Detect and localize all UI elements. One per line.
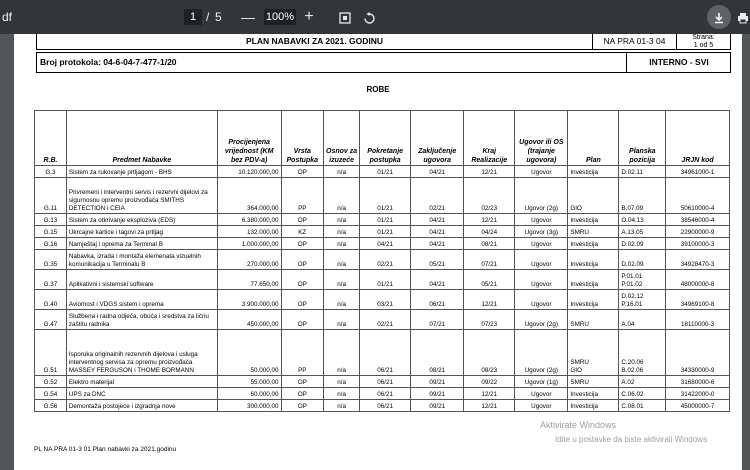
cell-kraj: 12/21 bbox=[464, 290, 515, 310]
cell-vrsta: OP bbox=[281, 250, 324, 270]
cell-osnov: n/a bbox=[324, 290, 360, 310]
cell-zakljucenje: 05/21 bbox=[411, 250, 464, 270]
cell-pokretanje: 03/21 bbox=[360, 290, 411, 310]
cell-pozicija: D.02.12 P.16.01 bbox=[619, 290, 666, 310]
cell-ugovor: Ugovor bbox=[515, 388, 568, 400]
zoom-in-button[interactable]: + bbox=[304, 8, 314, 25]
fit-to-page-icon[interactable] bbox=[336, 0, 354, 34]
cell-predmet: Službena i radna odjeća, obuća i sredstva za ličnu zaštitu radnika bbox=[66, 310, 217, 330]
cell-osnov: n/a bbox=[324, 250, 360, 270]
cell-ugovor: Ugovor bbox=[515, 400, 568, 412]
print-icon[interactable] bbox=[736, 0, 750, 34]
cell-vrijednost: 50.000,00 bbox=[217, 330, 281, 376]
cell-ugovor: Ugovor (3g) bbox=[515, 226, 568, 238]
table-row bbox=[35, 400, 730, 412]
cell-vrsta: OP bbox=[281, 310, 324, 330]
cell-plan: SMRU bbox=[568, 310, 619, 330]
cell-pokretanje: 02/21 bbox=[360, 250, 411, 270]
windows-activation-hint: Idite u postavke da biste aktivirali Windows bbox=[555, 435, 708, 444]
cell-osnov: n/a bbox=[324, 330, 360, 376]
cell-vrijednost: 3.900.000,00 bbox=[217, 290, 281, 310]
col-header: Planska pozicija bbox=[619, 111, 666, 166]
cell-vrijednost: 270.000,00 bbox=[217, 250, 281, 270]
cell-ugovor: Ugovor bbox=[515, 290, 568, 310]
cell-zakljucenje: 04/21 bbox=[411, 166, 464, 178]
cell-osnov: n/a bbox=[324, 214, 360, 226]
cell-vrijednost: 6.380.000,00 bbox=[217, 214, 281, 226]
cell-rb: G.16 bbox=[35, 238, 67, 250]
cell-ugovor: Ugovor (1g) bbox=[515, 376, 568, 388]
cell-osnov: n/a bbox=[324, 376, 360, 388]
table-row bbox=[35, 290, 730, 310]
col-header: Zaključenje ugovora bbox=[411, 111, 464, 166]
cell-rb: G.13 bbox=[35, 214, 67, 226]
cell-jrjn: 18110000-3 bbox=[666, 310, 730, 330]
cell-kraj: 08/21 bbox=[464, 238, 515, 250]
cell-zakljucenje: 07/21 bbox=[411, 310, 464, 330]
cell-plan: GIO bbox=[568, 178, 619, 214]
page-footer: PL NA PRA 01-3 01 Plan nabavki za 2021.godinu bbox=[34, 446, 177, 453]
cell-vrijednost: 60.000,00 bbox=[217, 388, 281, 400]
cell-zakljucenje: 02/21 bbox=[411, 178, 464, 214]
cell-kraj: 02/23 bbox=[464, 178, 515, 214]
cell-predmet: Ukrcajne kartice i tagovi za prtljag bbox=[66, 226, 217, 238]
cell-predmet: Isporuka originalnih rezervnih dijelova i usluga interventnog servisa za opremu proizvođača MASSEY FERGUSON i THOME BORMANN bbox=[66, 330, 217, 376]
page-number-input[interactable]: 1 bbox=[184, 9, 202, 25]
cell-zakljucenje: 04/21 bbox=[411, 270, 464, 290]
col-header: JRJN kod bbox=[666, 111, 730, 166]
cell-vrsta: KZ bbox=[281, 226, 324, 238]
cell-vrsta: OP bbox=[281, 214, 324, 226]
cell-ugovor: Ugovor bbox=[515, 250, 568, 270]
cell-predmet: Privremeni i interventni servis i rezervni dijelovi za sigurnosnu opremu proizvođača SMITHS DETECTION i CEIA bbox=[66, 178, 217, 214]
windows-activation-watermark: Aktivirate Windows bbox=[540, 420, 617, 430]
cell-pozicija: P.01.01 P.01.02 bbox=[619, 270, 666, 290]
cell-predmet: Sistem za otkrivanje eksploziva (EDS) bbox=[66, 214, 217, 226]
page-total: 5 bbox=[215, 10, 222, 24]
cell-pokretanje: 01/21 bbox=[360, 178, 411, 214]
cell-predmet: Elektro materijal bbox=[66, 376, 217, 388]
cell-predmet: Aplikativni i sistemski software bbox=[66, 270, 217, 290]
cell-jrjn: 31422000-0 bbox=[666, 388, 730, 400]
cell-zakljucenje: 08/21 bbox=[411, 330, 464, 376]
cell-pokretanje: 06/21 bbox=[360, 388, 411, 400]
cell-pokretanje: 02/21 bbox=[360, 310, 411, 330]
cell-vrijednost: 450.000,00 bbox=[217, 310, 281, 330]
cell-plan: Investicija bbox=[568, 166, 619, 178]
cell-predmet: Namještaj i oprema za Terminal B bbox=[66, 238, 217, 250]
table-row bbox=[35, 330, 730, 376]
cell-vrsta: OP bbox=[281, 290, 324, 310]
protocol-number: Broj protokola: 04-6-04-7-477-1/20 bbox=[40, 57, 177, 67]
cell-kraj: 12/21 bbox=[464, 166, 515, 178]
cell-ugovor: Ugovor bbox=[515, 214, 568, 226]
table-row bbox=[35, 238, 730, 250]
cell-pozicija: A.13.05 bbox=[619, 226, 666, 238]
zoom-out-button[interactable]: — bbox=[241, 9, 255, 25]
cell-plan: SMRU bbox=[568, 376, 619, 388]
table-row bbox=[35, 376, 730, 388]
cell-rb: G.47 bbox=[35, 310, 67, 330]
cell-pokretanje: 01/21 bbox=[360, 166, 411, 178]
cell-jrjn: 38546000-4 bbox=[666, 214, 730, 226]
zoom-level-input[interactable]: 100% bbox=[265, 11, 295, 23]
cell-kraj: 08/23 bbox=[464, 330, 515, 376]
cell-predmet: Demontaža postojeće i izgradnja nove bbox=[66, 400, 217, 412]
cell-plan: SMRU GIO bbox=[568, 330, 619, 376]
cell-vrsta: OP bbox=[281, 166, 324, 178]
cell-plan: Investicija bbox=[568, 270, 619, 290]
cell-plan: Investicija bbox=[568, 290, 619, 310]
cell-pozicija: A.02 bbox=[619, 376, 666, 388]
col-header: Ugovor ili OS (trajanje ugovora) bbox=[515, 111, 568, 166]
cell-osnov: n/a bbox=[324, 400, 360, 412]
cell-kraj: 04/24 bbox=[464, 226, 515, 238]
cell-vrijednost: 10.120.000,00 bbox=[217, 166, 281, 178]
cell-kraj: 12/21 bbox=[464, 400, 515, 412]
cell-rb: G.56 bbox=[35, 400, 67, 412]
cell-kraj: 12/21 bbox=[464, 214, 515, 226]
col-header: Osnov za izuzeće bbox=[324, 111, 360, 166]
section-title: ROBE bbox=[366, 85, 390, 94]
col-header: Predmet Nabavke bbox=[66, 111, 217, 166]
col-header: Vrsta Postupka bbox=[281, 111, 324, 166]
document-code: NA PRA 01-3 04 bbox=[593, 34, 677, 49]
cell-ugovor: Ugovor (2g) bbox=[515, 178, 568, 214]
cell-pozicija: D.02.09 bbox=[619, 250, 666, 270]
cell-ugovor: Ugovor (2g) bbox=[515, 310, 568, 330]
cell-rb: G.54 bbox=[35, 388, 67, 400]
cell-zakljucenje: 09/21 bbox=[411, 388, 464, 400]
cell-vrijednost: 364.000,00 bbox=[217, 178, 281, 214]
cell-pokretanje: 04/21 bbox=[360, 238, 411, 250]
cell-osnov: n/a bbox=[324, 310, 360, 330]
rotate-icon[interactable] bbox=[360, 0, 378, 34]
cell-zakljucenje: 04/21 bbox=[411, 226, 464, 238]
cell-ugovor: Ugovor bbox=[515, 270, 568, 290]
table-row bbox=[35, 214, 730, 226]
cell-predmet: UPS za DNC bbox=[66, 388, 217, 400]
col-header: Plan bbox=[568, 111, 619, 166]
table-row bbox=[35, 178, 730, 214]
cell-jrjn: 50610000-4 bbox=[666, 178, 730, 214]
cell-jrjn: 48000000-8 bbox=[666, 270, 730, 290]
cell-plan: Investicija bbox=[568, 214, 619, 226]
cell-kraj: 12/21 bbox=[464, 388, 515, 400]
strana-label: Strana: bbox=[692, 34, 715, 41]
cell-pokretanje: 06/21 bbox=[360, 400, 411, 412]
cell-pokretanje: 01/21 bbox=[360, 226, 411, 238]
cell-vrsta: OP bbox=[281, 376, 324, 388]
cell-jrjn: 34928470-3 bbox=[666, 250, 730, 270]
cell-zakljucenje: 04/21 bbox=[411, 238, 464, 250]
cell-rb: G.35 bbox=[35, 250, 67, 270]
cell-rb: G.52 bbox=[35, 376, 67, 388]
cell-jrjn: 22900000-9 bbox=[666, 226, 730, 238]
cell-pozicija: A.04 bbox=[619, 310, 666, 330]
cell-predmet: Aviomost i VDGS sistem i oprema bbox=[66, 290, 217, 310]
cell-vrsta: OP bbox=[281, 400, 324, 412]
cell-plan: Investicija bbox=[568, 400, 619, 412]
cell-jrjn: 39100000-3 bbox=[666, 238, 730, 250]
cell-pozicija: C.08.01 bbox=[619, 400, 666, 412]
strana-value: 1 od 5 bbox=[693, 41, 714, 49]
cell-vrsta: PP bbox=[281, 178, 324, 214]
cell-zakljucenje: 09/21 bbox=[411, 376, 464, 388]
cell-predmet: Nabavka, izrada i montaža elemenata vizuelnih komunikacija u Terminalu B bbox=[66, 250, 217, 270]
cell-vrsta: PP bbox=[281, 330, 324, 376]
cell-kraj: 09/22 bbox=[464, 376, 515, 388]
cell-plan: Investicija bbox=[568, 388, 619, 400]
col-header: Kraj Realizacije bbox=[464, 111, 515, 166]
cell-rb: G.37 bbox=[35, 270, 67, 290]
cell-vrijednost: 300.000,00 bbox=[217, 400, 281, 412]
cell-kraj: 07/21 bbox=[464, 250, 515, 270]
table-row bbox=[35, 388, 730, 400]
cell-jrjn: 34330000-9 bbox=[666, 330, 730, 376]
cell-rb: G.3 bbox=[35, 166, 67, 178]
cell-vrsta: OP bbox=[281, 270, 324, 290]
cell-jrjn: 31680000-6 bbox=[666, 376, 730, 388]
cell-osnov: n/a bbox=[324, 178, 360, 214]
interno-label: INTERNO - SVI bbox=[626, 53, 731, 72]
cell-ugovor: Ugovor bbox=[515, 238, 568, 250]
cell-zakljucenje: 04/21 bbox=[411, 214, 464, 226]
cell-ugovor: Ugovor (2g) bbox=[515, 330, 568, 376]
cell-pozicija: B.07.09 bbox=[619, 178, 666, 214]
cell-ugovor: Ugovor bbox=[515, 166, 568, 178]
cell-osnov: n/a bbox=[324, 270, 360, 290]
cell-pozicija: C.20.06 B.02.06 bbox=[619, 330, 666, 376]
col-header: R.B. bbox=[35, 111, 67, 166]
document-header bbox=[36, 34, 731, 50]
cell-vrsta: OP bbox=[281, 238, 324, 250]
document-title: df bbox=[2, 10, 13, 24]
pdf-toolbar bbox=[0, 0, 750, 34]
table-header-row bbox=[35, 111, 730, 166]
cell-pozicija: D.02.09 bbox=[619, 238, 666, 250]
page-separator: / bbox=[206, 10, 210, 24]
pdf-page bbox=[14, 34, 742, 470]
cell-rb: G.11 bbox=[35, 178, 67, 214]
cell-jrjn: 45000000-7 bbox=[666, 400, 730, 412]
cell-kraj: 05/21 bbox=[464, 270, 515, 290]
cell-plan: Investicija bbox=[568, 250, 619, 270]
table-row bbox=[35, 310, 730, 330]
cell-plan: Investicija bbox=[568, 238, 619, 250]
cell-pozicija: O.04.13 bbox=[619, 214, 666, 226]
table-row bbox=[35, 166, 730, 178]
protocol-row bbox=[36, 52, 731, 73]
cell-predmet: Sistem za rukovanje prtljagom - BHS bbox=[66, 166, 217, 178]
cell-osnov: n/a bbox=[324, 166, 360, 178]
cell-pokretanje: 01/21 bbox=[360, 270, 411, 290]
download-icon[interactable] bbox=[707, 5, 731, 29]
cell-pokretanje: 01/21 bbox=[360, 214, 411, 226]
cell-vrijednost: 55.000,00 bbox=[217, 376, 281, 388]
cell-osnov: n/a bbox=[324, 388, 360, 400]
table-row bbox=[35, 250, 730, 270]
cell-pozicija: D.02.11 bbox=[619, 166, 666, 178]
cell-osnov: n/a bbox=[324, 238, 360, 250]
procurement-table bbox=[34, 110, 730, 412]
cell-pokretanje: 06/21 bbox=[360, 376, 411, 388]
cell-rb: G.40 bbox=[35, 290, 67, 310]
cell-vrijednost: 132.000,00 bbox=[217, 226, 281, 238]
col-header: Pokretanje postupka bbox=[360, 111, 411, 166]
cell-vrijednost: 77.650,00 bbox=[217, 270, 281, 290]
document-title: PLAN NABAVKI ZA 2021. GODINU bbox=[37, 34, 593, 49]
cell-vrijednost: 1.000.000,00 bbox=[217, 238, 281, 250]
cell-kraj: 07/23 bbox=[464, 310, 515, 330]
cell-rb: G.51 bbox=[35, 330, 67, 376]
col-header: Procijenjena vrijednost (KM bez PDV-a) bbox=[217, 111, 281, 166]
cell-plan: SMRU bbox=[568, 226, 619, 238]
cell-jrjn: 34961000-1 bbox=[666, 166, 730, 178]
table-row bbox=[35, 226, 730, 238]
cell-rb: G.15 bbox=[35, 226, 67, 238]
cell-osnov: n/a bbox=[324, 226, 360, 238]
cell-vrsta: OP bbox=[281, 388, 324, 400]
table-row bbox=[35, 270, 730, 290]
cell-jrjn: 34969100-8 bbox=[666, 290, 730, 310]
cell-zakljucenje: 06/21 bbox=[411, 290, 464, 310]
cell-zakljucenje: 09/21 bbox=[411, 400, 464, 412]
cell-pokretanje: 06/21 bbox=[360, 330, 411, 376]
cell-pozicija: C.06.02 bbox=[619, 388, 666, 400]
